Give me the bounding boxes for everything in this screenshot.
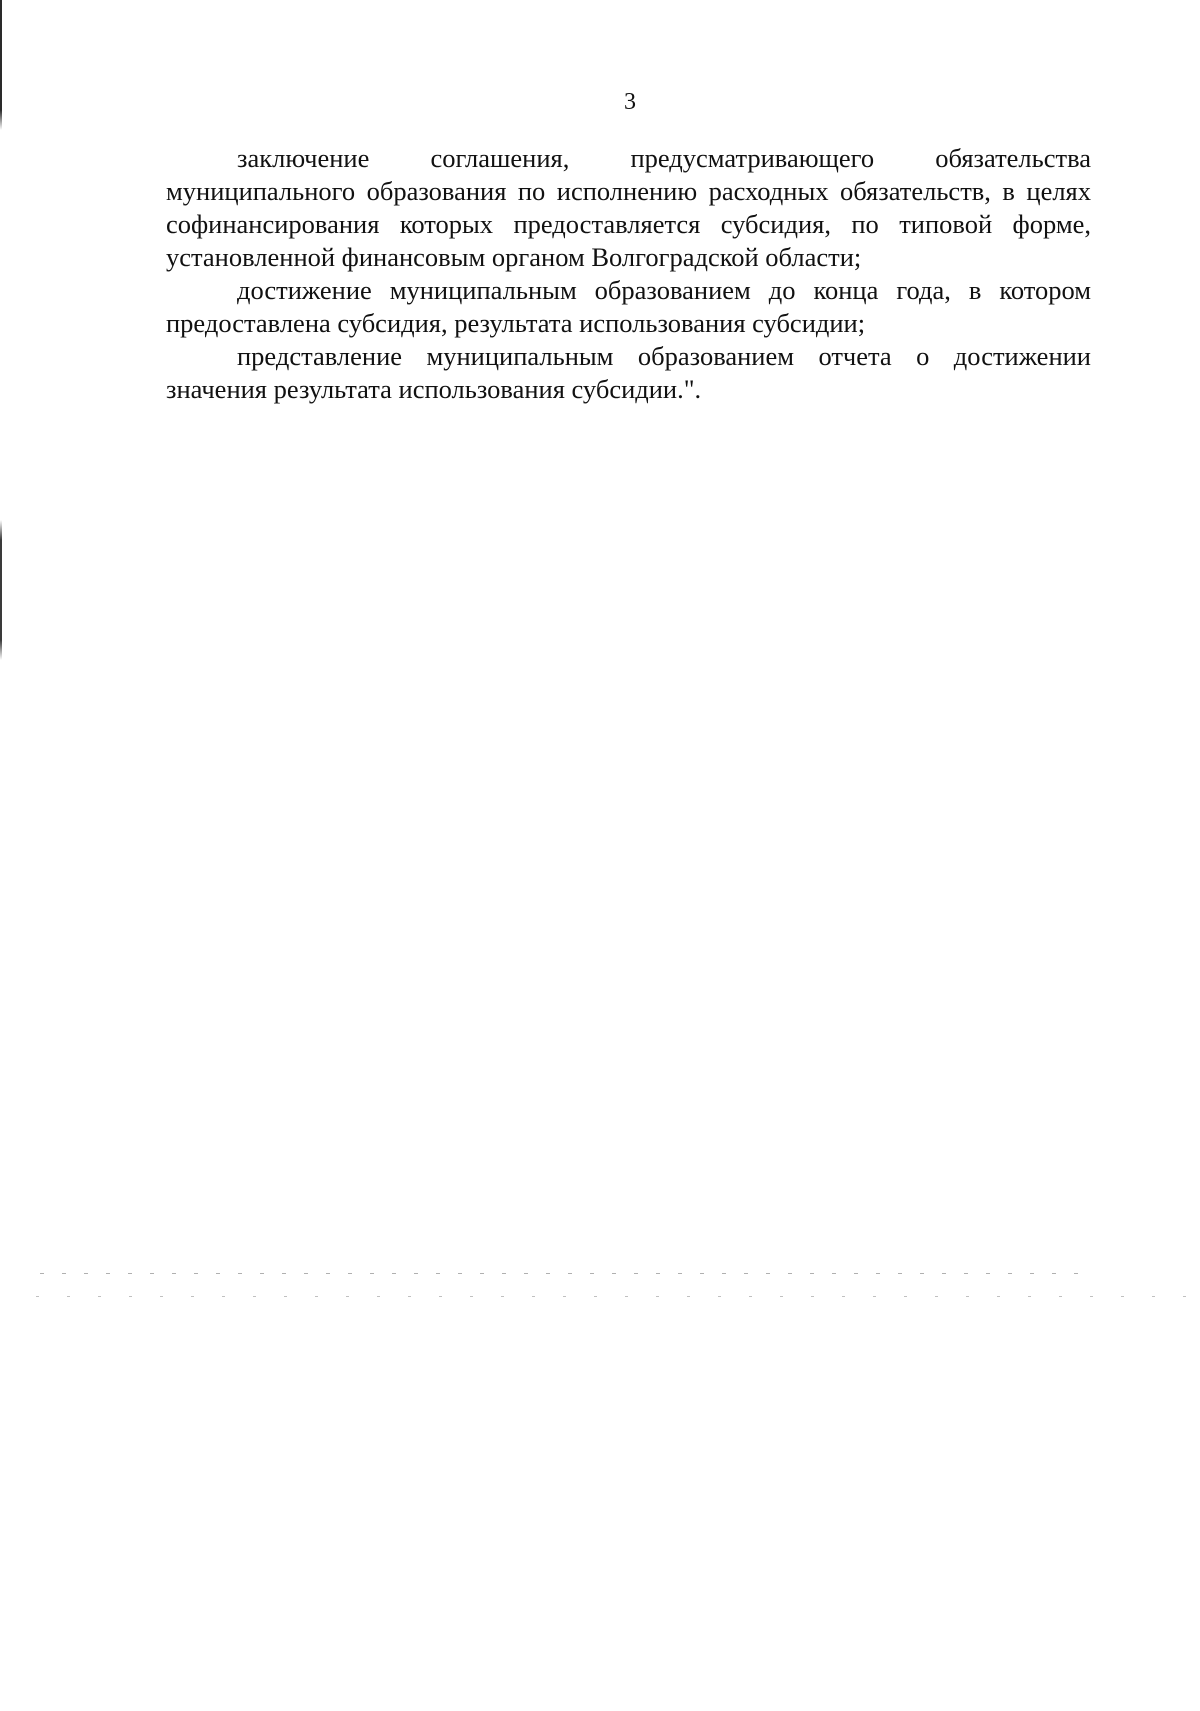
scan-artifact-line (36, 1296, 1186, 1297)
page-number: 3 (624, 89, 636, 115)
paragraph-report: представление муниципальным образованием отчета о достижении значения результата использования субсидии.". (166, 341, 1091, 404)
paragraph-result-achievement: достижение муниципальным образованием до конца года, в котором предоставлена субсидия, результата использования субсидии; (166, 275, 1091, 338)
scan-artifact-line (40, 1273, 1090, 1274)
paragraph-agreement: заключение соглашения, предусматривающего обязательства муниципального образования по исполнению расходных обязательств, в целях софинансирования которых предоставляется субсидия, по типовой форме, установленной финансовым органом Волгоградской области; (166, 143, 1091, 272)
scan-edge (0, 0, 2, 1711)
document-body (166, 142, 1091, 406)
